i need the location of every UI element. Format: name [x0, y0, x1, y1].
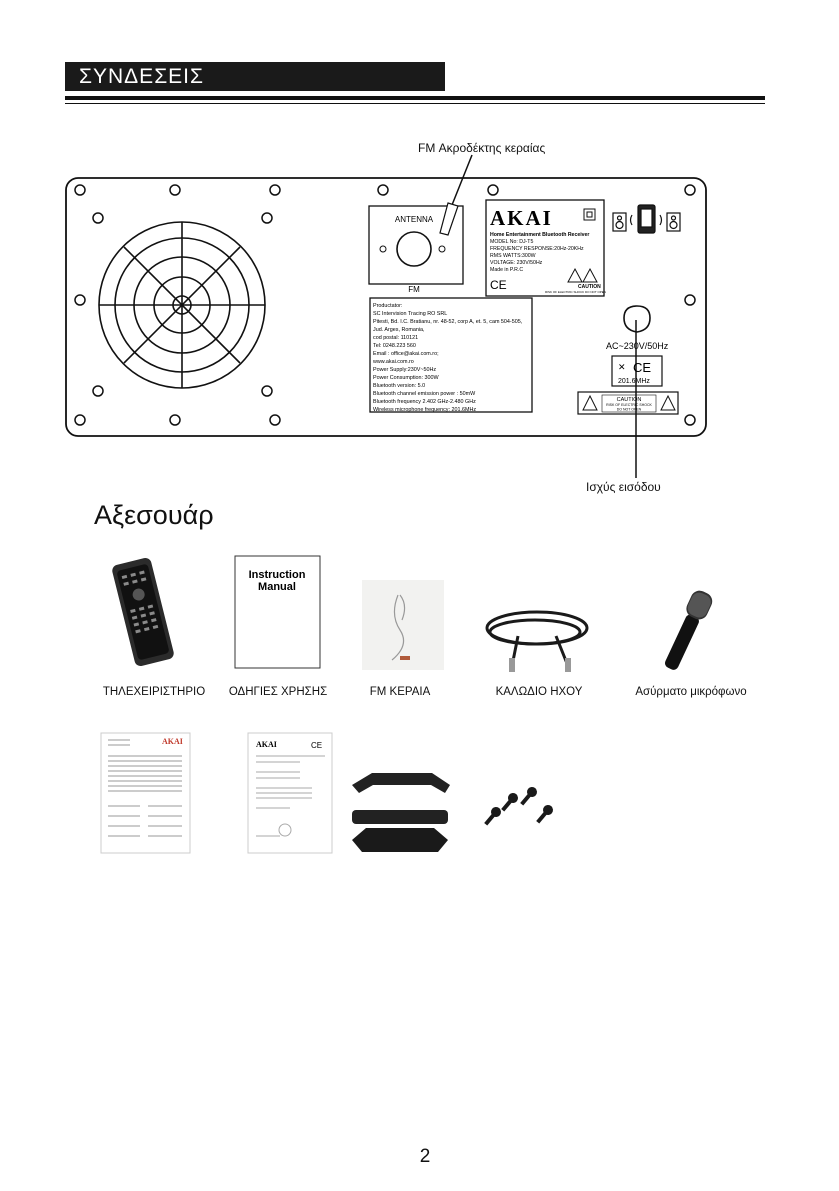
stand-brackets-image [352, 773, 450, 852]
warranty-brand: AKAI [162, 737, 183, 746]
declaration-brand: AKAI [256, 740, 277, 749]
ac-inlet [624, 306, 650, 332]
caption-manual: ΟΔΗΓΙΕΣ ΧΡΗΣΗΣ [228, 686, 328, 698]
ac-label: AC~230V/50Hz [606, 341, 669, 351]
warranty-document-image [101, 733, 190, 853]
svg-text:Power Supply:230V~50Hz: Power Supply:230V~50Hz [373, 367, 437, 373]
svg-text:✕: ✕ [618, 362, 626, 372]
svg-text:www.akai.com.ro: www.akai.com.ro [373, 359, 414, 365]
info-sticker-text [372, 303, 523, 413]
svg-text:Made in P.R.C: Made in P.R.C [490, 267, 524, 273]
fan-grille [99, 222, 265, 388]
svg-text:Tel: 0248.223 560: Tel: 0248.223 560 [373, 343, 416, 349]
svg-text:Productator:: Productator: [373, 303, 403, 309]
svg-text:Home Entertainment Bluetooth R: Home Entertainment Bluetooth Receiver [490, 232, 590, 238]
svg-text:201.6MHz: 201.6MHz [618, 378, 650, 385]
svg-text:CE: CE [633, 360, 652, 375]
section-title: ΣΥΝΔΕΣΕΙΣ [65, 62, 445, 91]
screws-image [482, 785, 555, 828]
accessories-title: Αξεσουάρ [94, 500, 214, 530]
svg-text:Pitesti, Bd. I.C. Bratianu, nr: Pitesti, Bd. I.C. Bratianu, nr. 48-52, corp A, et. 5, cam 504-505, [373, 319, 523, 325]
svg-text:CE: CE [311, 741, 323, 750]
svg-text:Email : office@akai.com.ro;: Email : office@akai.com.ro; [373, 351, 439, 357]
bluetooth-speaker-icon [613, 205, 680, 233]
manual-title-line2: Manual [258, 581, 296, 593]
accessories-illustrations [0, 540, 839, 870]
svg-text:DO NOT OPEN: DO NOT OPEN [616, 407, 642, 412]
antenna-connector [440, 203, 458, 235]
manual-title-line1: Instruction [248, 569, 306, 581]
svg-text:VOLTAGE: 230V/50Hz: VOLTAGE: 230V/50Hz [490, 260, 543, 266]
power-input-callout: Ισχύς εισόδου [586, 480, 661, 494]
svg-text:CAUTION: CAUTION [616, 397, 642, 403]
svg-text:Power Consumption: 300W: Power Consumption: 300W [373, 375, 439, 381]
caption-remote: ΤΗΛΕΧΕΙΡΙΣΤΗΡΙΟ [102, 686, 206, 698]
svg-text:Wireless microphone frequency:: Wireless microphone frequency: 201.6MHz [373, 407, 477, 413]
svg-text:RISK OF ELECTRIC SHOCK DO NOT: RISK OF ELECTRIC SHOCK DO NOT OPEN [545, 290, 606, 294]
svg-text:CAUTION: CAUTION [578, 284, 601, 290]
brand-logo: AKAI [490, 206, 553, 230]
svg-text:RISK OF ELECTRIC SHOCK: RISK OF ELECTRIC SHOCK [606, 403, 652, 407]
ce-mark: CE [490, 278, 507, 292]
rear-panel-diagram [0, 0, 839, 500]
fm-label: FM [408, 285, 420, 294]
fm-antenna-callout: FM Ακροδέκτης κεραίας [418, 141, 546, 155]
antenna-socket [397, 232, 431, 266]
caption-fm-antenna: FM ΚΕΡΑΙΑ [369, 686, 431, 698]
fm-callout-line [452, 155, 472, 205]
svg-text:Bluetooth frequency 2.402 GHz-: Bluetooth frequency 2.402 GHz-2.480 GHz [373, 399, 476, 405]
svg-text:Bluetooth channel emission pow: Bluetooth channel emission power : 50mW [373, 391, 476, 397]
audio-cable-image [487, 612, 587, 666]
remote-control-image [111, 557, 175, 668]
microphone-image [660, 588, 715, 673]
svg-text:cod postal: 110121: cod postal: 110121 [373, 335, 419, 341]
svg-text:Jud. Arges, Romania,: Jud. Arges, Romania, [373, 327, 425, 333]
svg-text:Bluetooth version: 5.0: Bluetooth version: 5.0 [373, 383, 426, 389]
antenna-label: ANTENNA [394, 215, 434, 224]
svg-text:SC Intervision Tracing RO SRL: SC Intervision Tracing RO SRL [373, 311, 448, 317]
svg-text:MODEL No: DJ-T5: MODEL No: DJ-T5 [490, 239, 534, 245]
caption-microphone: Ασύρματο μικρόφωνο [635, 686, 747, 698]
svg-text:FREQUENCY RESPONSE:20Hz-20KHz: FREQUENCY RESPONSE:20Hz-20KHz [490, 246, 584, 252]
svg-text:RMS WATTS:300W: RMS WATTS:300W [490, 253, 536, 259]
page-number: 2 [419, 1146, 431, 1167]
caption-audio-cable: ΚΑΛΩΔΙΟ ΗΧΟΥ [495, 686, 583, 698]
